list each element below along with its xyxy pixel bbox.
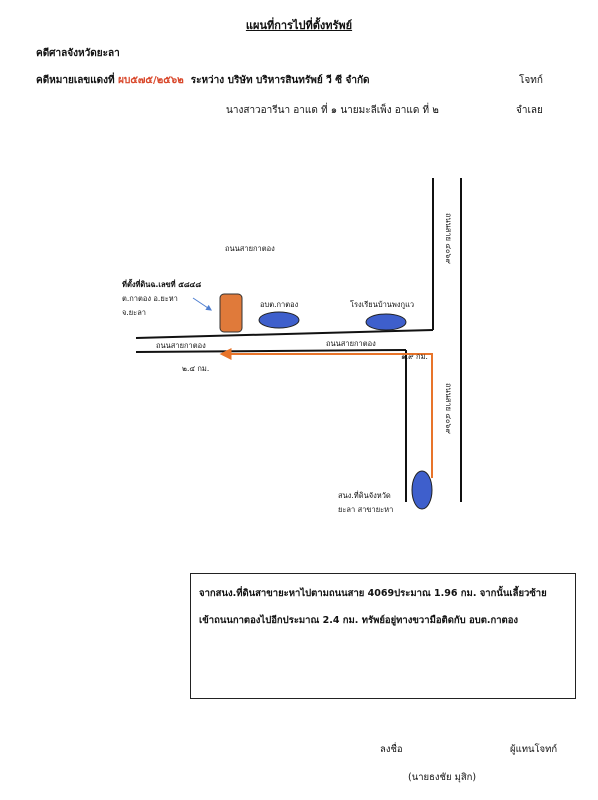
- case-line: [36, 73, 370, 88]
- school-marker: [366, 314, 406, 330]
- road-katong-upper-edge: [136, 330, 433, 338]
- case-prefix: คดีหมายเลขแดงที่: [36, 75, 115, 86]
- obt-label: อบต.กาตอง: [260, 300, 299, 309]
- defendants-names: นางสาวอารีนา อาแด ที่ ๑ นายมะลีเพ็ง อาแด ที่ ๒: [226, 105, 439, 116]
- road-4069-top-label: ถนนสาย ๔๐๖๙: [444, 213, 453, 264]
- school-label: โรงเรียนบ้านพงกูแว: [350, 300, 415, 309]
- road-4069-bottom-label: ถนนสาย ๔๐๖๙: [444, 383, 453, 434]
- property-label-line-2: ต.กาตอง อ.ยะหา: [122, 294, 178, 303]
- property-label-line-1: ที่ตั้งที่ดินฉ.เลขที่ ๕๘๔๘: [122, 280, 202, 289]
- route-description-box: [190, 573, 576, 699]
- route-line-2: เข้าถนนกาตองไปอีกประมาณ 2.4 กม. ทรัพย์อยู่ทางขวามือติดกับ อบต.กาตอง: [199, 615, 519, 626]
- location-map: [0, 160, 598, 560]
- distance-1-label: ๑.๙ กม.: [401, 352, 428, 361]
- case-number: ผบ๕๗๕/๒๕๖๒: [118, 75, 184, 86]
- road-main-label: ถนนสายกาตอง: [326, 339, 376, 348]
- land-office-label-line-2: ยะลา สาขายะหา: [338, 505, 394, 514]
- property-marker: [220, 294, 242, 332]
- sign-label: ลงชื่อ: [380, 744, 403, 755]
- defendant-label: จำเลย: [516, 105, 543, 116]
- parties-text: ระหว่าง บริษัท บริหารสินทรัพย์ วี ซี จำกัด: [190, 75, 370, 86]
- road-upper-label: ถนนสายกาตอง: [225, 244, 275, 253]
- road-main-label-left: ถนนสายกาตอง: [156, 341, 206, 350]
- property-label-line-3: จ.ยะลา: [122, 308, 147, 317]
- signer-name: (นายธงชัย มุสิก): [408, 772, 477, 783]
- obt-marker: [259, 312, 299, 328]
- distance-2-label: ๒.๔ กม.: [182, 364, 210, 373]
- route-line: [222, 354, 432, 478]
- plaintiff-agent-label: ผู้แทนโจทก์: [510, 744, 558, 755]
- route-line-1: จากสนง.ที่ดินสาขายะหาไปตามถนนสาย 4069ประมาณ 1.96 กม. จากนั้นเลี้ยวซ้าย: [199, 588, 547, 599]
- plaintiff-label: โจทก์: [519, 75, 543, 86]
- land-office-marker: [412, 471, 432, 509]
- land-office-label-line-1: สนง.ที่ดินจังหวัด: [338, 491, 391, 500]
- road-katong-lower-edge: [136, 350, 406, 352]
- property-pointer-arrow: [193, 298, 211, 310]
- document-title: แผนที่การไปที่ตั้งทรัพย์: [245, 19, 353, 32]
- court-name: คดีศาลจังหวัดยะลา: [36, 48, 120, 59]
